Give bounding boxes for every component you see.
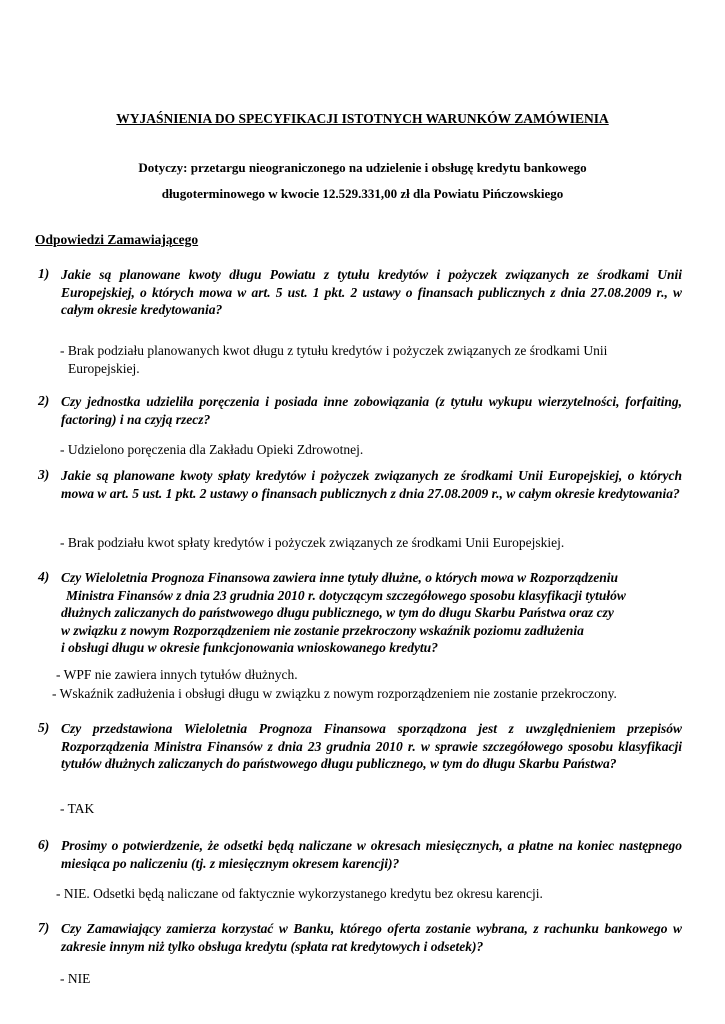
question-text [61, 569, 682, 657]
answer-text: - TAK [60, 801, 95, 816]
subject-line-1: Dotyczy: przetargu nieograniczonego na udzielenie i obsługę kredytu bankowego [138, 160, 587, 175]
question-line: Ministra Finansów z dnia 23 grudnia 2010 r. dotyczącym szczegółowego sposobu klasyfikacji tytułów [66, 587, 626, 603]
answer-text: - WPF nie zawiera innych tytułów dłużnych. [56, 667, 298, 682]
question-line: Czy Wieloletnia Prognoza Finansowa zawiera inne tytuły dłużne, o których mowa w Rozporządzeniu [61, 570, 618, 585]
question-line: w związku z nowym Rozporządzeniem nie zostanie przekroczony wskaźnik poziomu zadłużenia [61, 622, 584, 638]
question-number: 4) [38, 569, 50, 584]
question-text: Czy Zamawiający zamierza korzystać w Banku, którego oferta zostanie wybrana, z rachunku bankowego w zakresie innym niż tylko obsługa kredytu (spłata rat kredytowych i odsetek)? [61, 921, 682, 954]
document-title: WYJAŚNIENIA DO SPECYFIKACJI ISTOTNYCH WARUNKÓW ZAMÓWIENIA [116, 111, 609, 126]
question-text: Czy jednostka udzieliła poręczenia i posiada inne zobowiązania (z tytułu wykupu wierzytelności, forfaiting, factoring) i na czyją rzecz? [61, 394, 682, 427]
question-number: 3) [38, 467, 50, 482]
question-number: 5) [38, 720, 50, 735]
question-number: 7) [38, 920, 50, 935]
answer-text: - Wskaźnik zadłużenia i obsługi długu w związku z nowym rozporządzeniem nie zostanie przekroczony. [52, 686, 617, 701]
answer-text: - NIE [60, 971, 91, 986]
question-text: Jakie są planowane kwoty spłaty kredytów i pożyczek związanych ze środkami Unii Europejskiej, o których mowa w art. 5 ust. 1 pkt. 2 ustawy o finansach publicznych z dnia 27.08.2009 r., w całym okresie kredytowania? [61, 468, 682, 501]
answer-text: - Brak podziału kwot spłaty kredytów i pożyczek związanych ze środkami Unii Europejskiej. [60, 535, 565, 550]
answer-text: - NIE. Odsetki będą naliczane od faktycznie wykorzystanego kredytu bez okresu karencji. [56, 886, 543, 901]
subject-line-2: długoterminowego w kwocie 12.529.331,00 zł dla Powiatu Pińczowskiego [161, 186, 564, 201]
question-text: Czy przedstawiona Wieloletnia Prognoza Finansowa sporządzona jest z uwzględnieniem przepisów Rozporządzenia Ministra Finansów z dnia 23 grudnia 2010 r. w sprawie szczegółowego sposobu klasyfikacji tytułów dłużnych zaliczanych do państwowego długu publicznego, w tym do długu Skarbu Państwa? [61, 721, 682, 771]
question-number: 2) [38, 393, 50, 408]
question-number: 1) [38, 266, 50, 281]
answer-text: - Brak podziału planowanych kwot długu z tytułu kredytów i pożyczek związanych ze środkami Unii Europejskiej. [60, 343, 608, 376]
question-text: Jakie są planowane kwoty długu Powiatu z tytułu kredytów i pożyczek związanych ze środkami Unii Europejskiej, o których mowa w art. 5 ust. 1 pkt. 2 ustawy o finansach publicznych z dnia 27.08.2009 r., w całym okresie kredytowania? [61, 267, 682, 317]
question-line: dłużnych zaliczanych do państwowego długu publicznego, w tym do długu Skarbu Państwa oraz czy [61, 605, 614, 620]
question-text: Prosimy o potwierdzenie, że odsetki będą naliczane w okresach miesięcznych, a płatne na koniec następnego miesiąca po naliczeniu (tj. z miesięcznym okresem karencji)? [61, 838, 682, 871]
question-line: i obsługi długu w okresie funkcjonowania wnioskowanego kredytu? [61, 640, 438, 655]
question-number: 6) [38, 837, 50, 852]
section-heading: Odpowiedzi Zamawiającego [35, 232, 199, 247]
answer-text: - Udzielono poręczenia dla Zakładu Opieki Zdrowotnej. [60, 442, 364, 457]
